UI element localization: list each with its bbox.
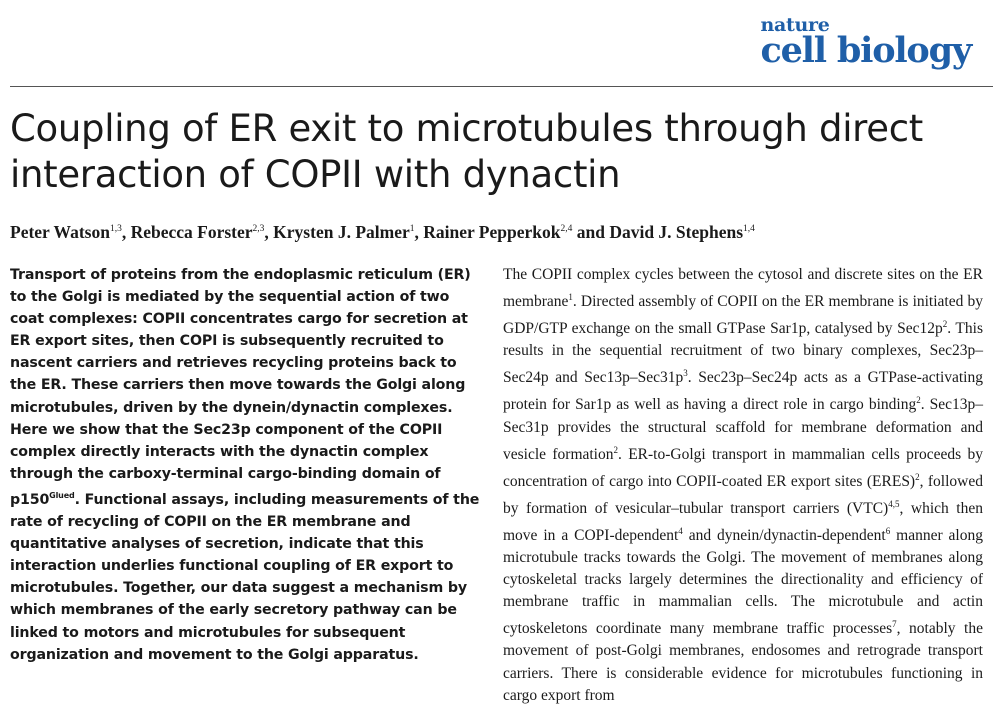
body-text-segment: , which then move in a COPI-dependent (503, 499, 983, 544)
body-text-segment: , notably the movement of post-Golgi membranes, endosomes and retrograde transport carriers. There is considerable evidence for microtubules functioning in cargo export from (503, 620, 983, 704)
article-title: Coupling of ER exit to microtubules through direct interaction of COPII with dynactin (10, 107, 923, 196)
abstract-text: Transport of proteins from the endoplasmic reticulum (ER) to the Golgi is mediated by the sequential action of two coat complexes: COPII concentrates cargo for secretion at ER export sites, then COPI is subsequently recruited to nascent carriers and retrieves recycling proteins back to the ER. These carriers then move towards the Golgi along microtubules, driven by the dynein/dynactin complexes. Here we show that the Sec23p component of the COPII complex directly interacts with the dynactin complex through the carboxy-terminal cargo-binding domain of p150 (10, 267, 471, 508)
author-name: Rainer Pepperkok (423, 222, 561, 242)
author-name: David J. Stephens (609, 222, 744, 242)
body-text-segment: . Directed assembly of COPII on the ER membrane is initiated by GDP/GTP exchange on the small GTPase Sar1p, catalysed by Sec12p (503, 293, 983, 338)
journal-logo-line2: cell biology (760, 30, 971, 71)
abstract (10, 264, 480, 666)
body-text-segment: The COPII complex cycles between the cytosol and discrete sites on the ER membrane (503, 266, 983, 311)
body-text-segment: . ER-to-Golgi transport in mammalian cells proceeds by concentration of cargo into COPII-coated ER export sites (ERES) (503, 445, 984, 490)
body-text-segment: , followed by formation of vesicular–tubular transport carriers (VTC) (503, 472, 983, 517)
author-separator: , (121, 222, 131, 242)
abstract-superscript: Glued (49, 490, 75, 500)
author-affiliation: 1 (409, 224, 415, 234)
header-rule (10, 86, 993, 87)
citation-superscript: 1 (568, 292, 573, 303)
citation-superscript: 4,5 (888, 498, 900, 509)
body-text-segment: . Sec13p–Sec31p provides the structural scaffold for membrane deformation and vesicle formation (503, 396, 984, 463)
body-text-segment: and dynein/dynactin-dependent (682, 526, 886, 544)
author-name: Krysten J. Palmer (273, 222, 410, 242)
author-separator: , (264, 222, 274, 242)
citation-superscript: 7 (892, 619, 897, 630)
citation-superscript: 3 (683, 368, 688, 379)
author-affiliation: 2,4 (560, 224, 573, 234)
citation-superscript: 4 (678, 525, 683, 536)
journal-logo-line1: nature (760, 14, 830, 36)
body-text-segment: manner along microtubule tracks towards the Golgi. The movement of membranes along cytoskeletal tracks largely determines the directionality and efficiency of membrane traffic in mammalian cells. The microtubule and actin cytoskeletons coordinate many membrane traffic processes (503, 526, 983, 638)
author-affiliation: 1,4 (743, 224, 755, 234)
citation-superscript: 2 (916, 395, 921, 406)
author-affiliation: 1,3 (109, 224, 122, 234)
citation-superscript: 2 (942, 319, 948, 330)
author-list (10, 222, 755, 243)
citation-superscript: 6 (885, 525, 891, 536)
body-text-segment: . This results in the sequential recruitment of two binary complexes, Sec23p–Sec24p and Sec13p–Sec31p (503, 320, 983, 387)
author-name: Rebecca Forster (130, 222, 253, 242)
body-text (503, 264, 983, 707)
author-separator: and (572, 222, 610, 242)
author-name: Peter Watson (10, 222, 110, 242)
body-text-segment: . Sec23p–Sec24p acts as a GTPase-activating protein for Sar1p as well as having a direct role in cargo binding (503, 369, 983, 414)
citation-superscript: 2 (613, 444, 618, 455)
journal-logo (760, 14, 971, 71)
abstract-text: . Functional assays, including measurements of the rate of recycling of COPII on the ER membrane and quantitative analyses of secretion, indicate that this interaction underlies functional coupling of ER export to microtubules. Together, our data suggest a mechanism by which membranes of the early secretory pathway can be linked to motors and microtubules for subsequent organization and movement to the Golgi apparatus. (10, 491, 480, 663)
author-affiliation: 2,3 (252, 224, 265, 234)
author-separator: , (414, 222, 424, 242)
citation-superscript: 2 (915, 471, 920, 482)
